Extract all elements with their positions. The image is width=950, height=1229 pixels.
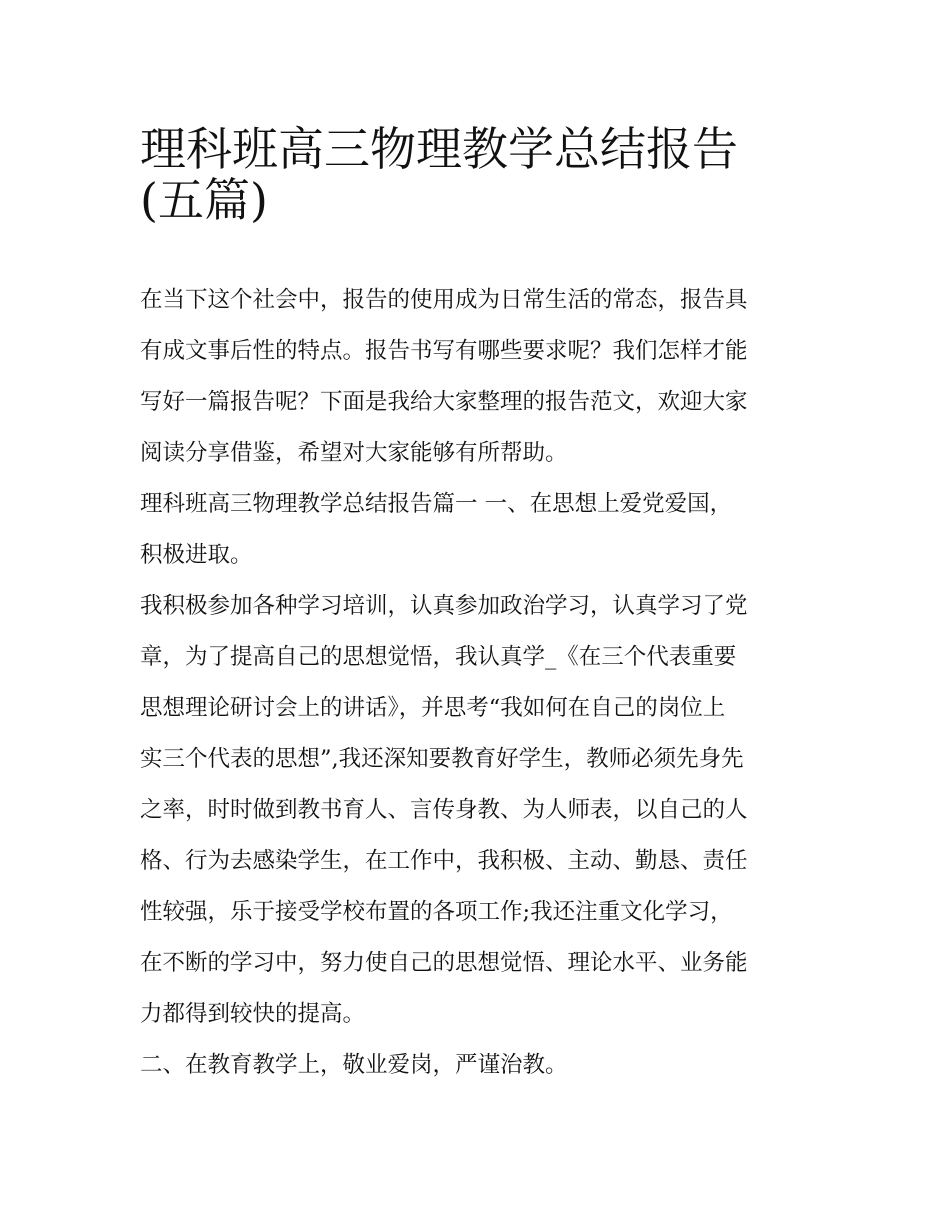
text-line: 章，为了提高自己的思想觉悟，我认真学_《在三个代表重要 — [140, 644, 737, 670]
document-title — [140, 112, 820, 227]
text-line: 实三个代表的思想”,我还深知要教育好学生，教师必须先身先 — [140, 746, 744, 772]
title-line: 理科班高三物理教学总结报告 — [140, 122, 738, 176]
title-line: (五篇) — [140, 173, 268, 227]
section-heading-paragraph — [140, 479, 830, 581]
text-line: 积极进取。 — [140, 542, 253, 568]
text-line: 写好一篇报告呢？下面是我给大家整理的报告范文，欢迎大家 — [140, 389, 748, 415]
text-line: 有成文事后性的特点。报告书写有哪些要求呢？我们怎样才能 — [140, 338, 748, 364]
text-line: 性较强，乐于接受学校布置的各项工作;我还注重文化学习， — [140, 899, 733, 925]
text-line: 我积极参加各种学习培训，认真参加政治学习，认真学习了党 — [140, 593, 748, 619]
text-line: 阅读分享借鉴，希望对大家能够有所帮助。 — [140, 440, 568, 466]
text-line: 在当下这个社会中，报告的使用成为日常生活的常态，报告具 — [140, 287, 748, 313]
text-line: 之率，时时做到教书育人、言传身教、为人师表，以自己的人 — [140, 797, 748, 823]
text-line: 在不断的学习中，努力使自己的思想觉悟、理论水平、业务能 — [140, 950, 748, 976]
text-line: 格、行为去感染学生，在工作中，我积极、主动、勤恳、责任 — [140, 848, 748, 874]
body-paragraph — [140, 581, 830, 1040]
text-line: 力都得到较快的提高。 — [140, 1001, 366, 1027]
section-heading-paragraph — [140, 1040, 830, 1091]
text-line: 理科班高三物理教学总结报告篇一 一、在思想上爱党爱国， — [140, 491, 733, 517]
document-body — [140, 275, 830, 1091]
text-line: 二、在教育教学上，敬业爱岗，严谨治教。 — [140, 1052, 568, 1078]
text-line: 思想理论研讨会上的讲话》，并思考“我如何在自己的岗位上 — [140, 695, 726, 721]
intro-paragraph — [140, 275, 830, 479]
